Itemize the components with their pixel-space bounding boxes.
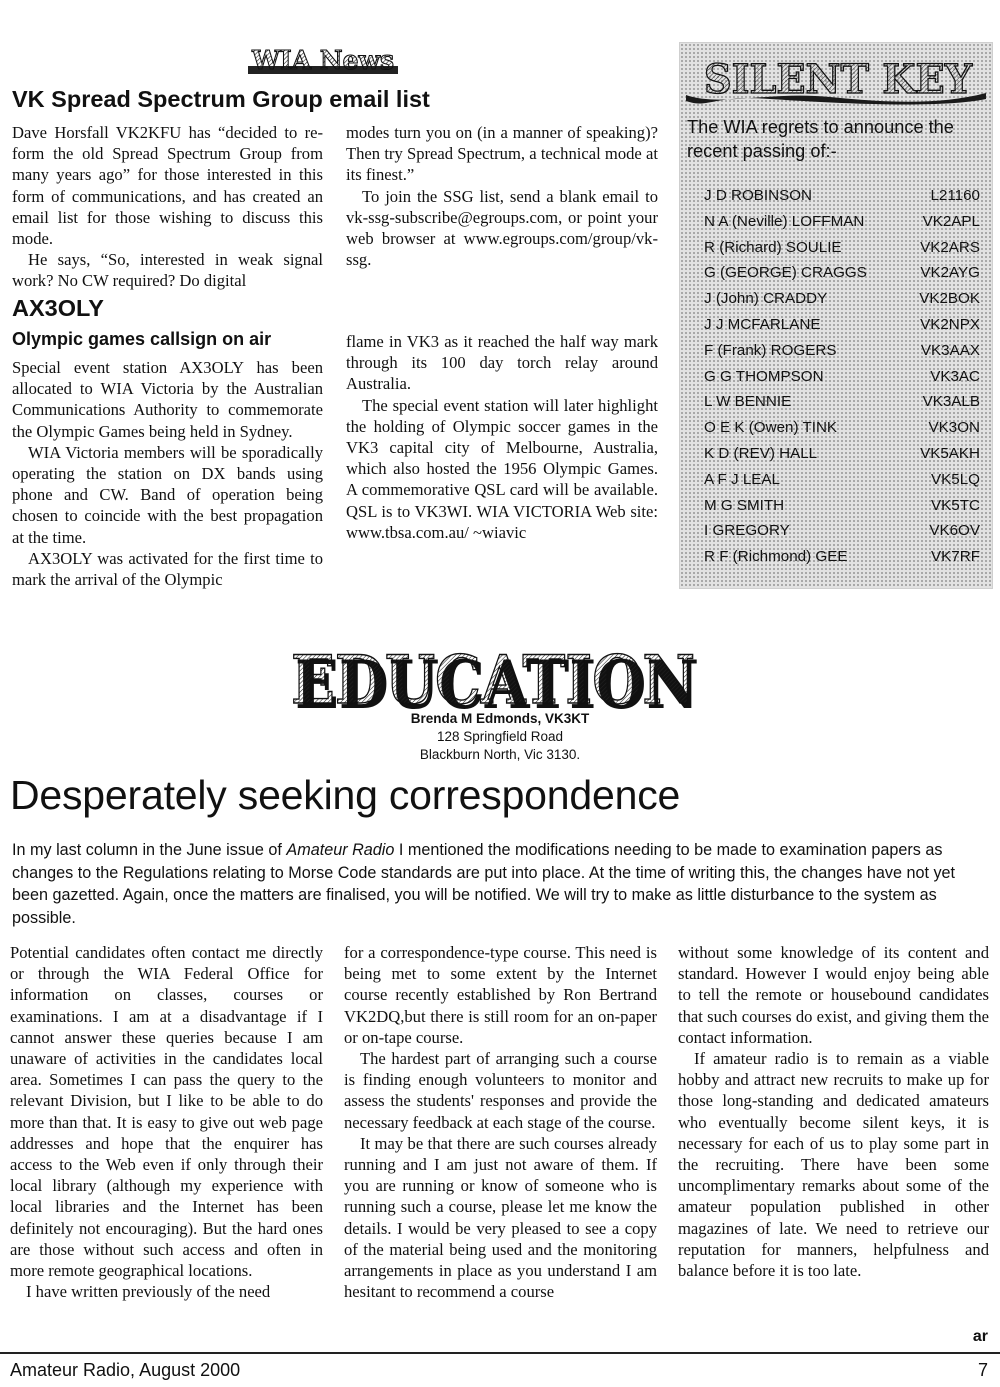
paragraph: flame in VK3 as it reached the half way mark through its 100 day torch relay around Australia. xyxy=(346,332,658,394)
paragraph: for a correspondence-type course. This need is being met to some extent by the Internet course recently established by Ron Bertrand VK2DQ,but there is still room for an on-paper or on-tape course. xyxy=(344,943,657,1047)
spread-spectrum-column-1 xyxy=(12,122,323,292)
silent-key-name: K D (REV) HALL xyxy=(704,444,818,462)
paragraph: It may be that there are such courses already running and I am just not aware of them. If you are running or know of someone who is running such a course, please let me know the details. I would be very pleased to see a copy of the material being used and the monitoring arrangements in place as you understand I am hesitant to recommend a course xyxy=(344,1133,657,1302)
paragraph: I have written previously of the need xyxy=(26,1282,271,1302)
silent-key-name: M G SMITH xyxy=(704,496,785,514)
education-column-1 xyxy=(10,942,323,1302)
silent-key-entry xyxy=(704,467,980,493)
intro-publication-name: Amateur Radio xyxy=(286,841,395,859)
footer-page-number: 7 xyxy=(977,1360,988,1380)
silent-key-name: A F J LEAL xyxy=(704,470,780,488)
ax3oly-column-2 xyxy=(346,331,658,543)
silent-key-entry xyxy=(704,544,980,570)
education-column-2 xyxy=(344,942,657,1302)
silent-key-entry xyxy=(704,260,980,286)
silent-key-callsign: VK2APL xyxy=(922,212,980,230)
silent-key-entry xyxy=(704,364,980,390)
article-intro xyxy=(12,839,988,929)
silent-key-title-text: SILENT KEY xyxy=(704,56,973,103)
silent-key-intro: The WIA regrets to announce the recent passing of:- xyxy=(687,117,954,161)
author-byline xyxy=(0,710,1000,764)
ax3oly-column-1 xyxy=(12,331,323,590)
silent-key-entry xyxy=(704,415,980,441)
silent-key-name: L W BENNIE xyxy=(704,393,792,411)
silent-key-entry xyxy=(704,235,980,261)
silent-key-callsign: L21160 xyxy=(930,187,980,204)
silent-key-list xyxy=(704,183,980,570)
silent-key-callsign: VK7RF xyxy=(931,548,980,566)
education-logo-shadow: EDUCATION xyxy=(295,646,699,714)
silent-key-entry xyxy=(704,389,980,415)
silent-key-entry xyxy=(704,441,980,467)
silent-key-name: J J MCFARLANE xyxy=(704,315,821,333)
paragraph: Special event station AX3OLY has been allocated to WIA Victoria by the Australian Communications Authority to commemorate the Olympic Games being held in Sydney. xyxy=(12,358,323,441)
silent-key-callsign: VK3AC xyxy=(930,367,980,385)
paragraph: The special event station will later highlight the holding of Olympic soccer games in the VK3 capital city of Melbourne, Australia, which also hosted the 1956 Olympic Games. A commemorative QSL card will be available. QSL is to VK3WI. WIA VICTORIA Web site: www.tbsa.com.au/ ~wiavic xyxy=(346,395,658,542)
paragraph: WIA Victoria members will be sporadically operating the station on DX bands using phone and CW. Band of operation being chosen to coincide with the best propagation at the time. xyxy=(12,442,323,547)
intro-text-rest: I mentioned the modifications needing to be made to examination papers as changes to the Regulations relating to Morse Code standards are put into place. At the time of writing this, the changes have not yet been gazetted. Again, once the matters are finalised, you will be notified. We will try to make as little disturbance to the system as possible. xyxy=(12,841,956,927)
silent-key-name: I GREGORY xyxy=(704,522,790,540)
silent-key-callsign: VK3ALB xyxy=(922,393,980,411)
paragraph: The hardest part of arranging such a course is finding enough volunteers to monitor and assess the students' responses and provide the necessary feedback at each stage of the course. xyxy=(344,1049,657,1132)
silent-key-callsign: VK3ON xyxy=(928,419,980,437)
silent-key-title xyxy=(680,51,992,107)
author-address-line-2: Blackburn North, Vic 3130. xyxy=(419,747,581,762)
silent-key-name: G G THOMPSON xyxy=(704,367,824,385)
silent-key-name: R F (Richmond) GEE xyxy=(704,548,848,566)
education-logo-text: EDUCATION xyxy=(291,641,695,714)
paragraph: To join the SSG list, send a blank email to vk-ssg-subscribe@egroups.com, or point your web browser at www.egroups.com/group/vk-ssg. xyxy=(346,186,658,270)
silent-key-entry xyxy=(704,209,980,235)
silent-key-name: N A (Neville) LOFFMAN xyxy=(704,212,865,230)
silent-key-callsign: VK2AYG xyxy=(920,264,980,282)
paragraph: If amateur radio is to remain as a viable hobby and attract new recruits to make up for those long-standing and dedicated amateurs who eventually become silent keys, it is necessary for each of us to play some part in the recruiting. There have been some uncomplimentary remarks about some of the amateur population published in other magazines of late. We need to retrieve our reputation for manners, helpfulness and balance before it is too late. xyxy=(678,1049,989,1281)
silent-key-callsign: VK5AKH xyxy=(920,444,980,462)
paragraph: Dave Horsfall VK2KFU has “decided to re-form the old Spread Spectrum Group from many years ago” for those interested in this form of communications, and has created an email list for those wishing to discuss this mode. xyxy=(12,123,323,249)
footer-publication: Amateur Radio, August 2000 xyxy=(10,1360,241,1380)
silent-key-name: G (GEORGE) CRAGGS xyxy=(704,264,867,282)
silent-key-entry xyxy=(704,286,980,312)
paragraph: Potential candidates often contact me directly or through the WIA Federal Office for information on classes, courses or examinations. I am at a disadvantage if I cannot answer these queries because I am unaware of activities in the candidates local area. Sometimes I can pass the query to the relevant Division, but I like to be able to do more than that. It is easy to give out web page addresses and hope that the enquirer has access to the Web even if only through their local library (although my experience with local libraries and the Internet has been definitely not encouraging). But the hard ones are those without such access and often in more remote geographical locations. xyxy=(10,943,323,1281)
silent-key-callsign: VK2NPX xyxy=(920,315,980,333)
article-title: Desperately seeking correspondence xyxy=(10,772,681,818)
spread-spectrum-heading: VK Spread Spectrum Group email list xyxy=(12,86,430,112)
paragraph: AX3OLY was activated for the first time to mark the arrival of the Olympic xyxy=(12,548,323,590)
silent-key-name: O E K (Owen) TINK xyxy=(704,419,838,437)
silent-key-name: R (Richard) SOULIE xyxy=(704,238,842,256)
silent-key-name: J (John) CRADDY xyxy=(704,290,828,308)
silent-key-callsign: VK6OV xyxy=(929,522,980,540)
silent-key-entry xyxy=(704,312,980,338)
footer-divider xyxy=(0,1352,1000,1354)
intro-text-start: In my last column in the June issue of xyxy=(12,841,287,859)
silent-key-name: J D ROBINSON xyxy=(704,187,813,204)
silent-key-box xyxy=(679,42,993,589)
author-address-line-1: 128 Springfield Road xyxy=(436,729,564,744)
paragraph: He says, “So, interested in weak signal work? No CW required? Do digital xyxy=(12,250,323,291)
education-logo xyxy=(288,640,704,714)
ax3oly-heading: AX3OLY xyxy=(12,295,104,321)
paragraph: modes turn you on (in a manner of speaking)? Then try Spread Spectrum, a technical mode at its finest.” xyxy=(346,123,658,185)
author-name: Brenda M Edmonds, VK3KT xyxy=(410,711,590,726)
article-end-mark: ar xyxy=(972,1328,988,1345)
education-column-3 xyxy=(678,942,989,1281)
wia-news-logo-text: WIA News xyxy=(251,46,394,76)
silent-key-callsign: VK2ARS xyxy=(920,238,980,256)
silent-key-entry xyxy=(704,338,980,364)
silent-key-callsign: VK5LQ xyxy=(931,470,980,488)
silent-key-callsign: VK2BOK xyxy=(919,290,980,308)
silent-key-entry xyxy=(704,518,980,544)
silent-key-entry xyxy=(704,183,980,209)
spread-spectrum-column-2 xyxy=(346,122,658,270)
wia-news-logo xyxy=(246,42,400,78)
silent-key-callsign: VK3AAX xyxy=(920,341,980,359)
ax3oly-subheading: Olympic games callsign on air xyxy=(12,329,272,349)
silent-key-name: F (Frank) ROGERS xyxy=(704,341,837,359)
silent-key-entry xyxy=(704,493,980,519)
paragraph: without some knowledge of its content and standard. However I would enjoy being able to tell the remote or housebound candidates that such courses do exist, and giving them the contact information. xyxy=(678,943,989,1047)
silent-key-callsign: VK5TC xyxy=(931,496,980,514)
